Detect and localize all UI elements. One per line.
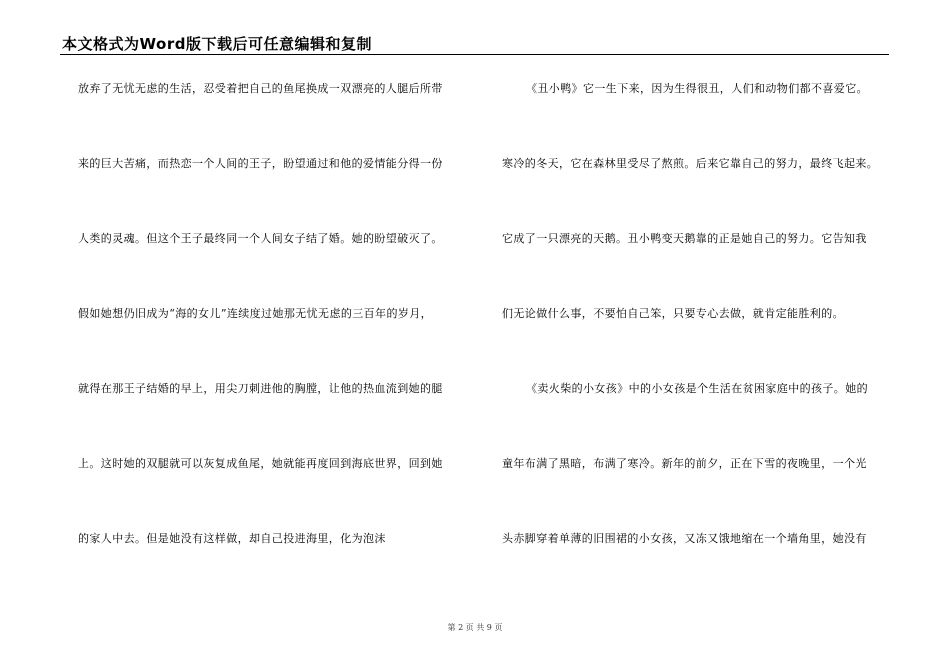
left-line-5: 就得在那王子结婚的早上，用尖刀刺进他的胸膛，让他的热血流到她的腿	[78, 382, 443, 395]
right-line-1: 《丑小鸭》它一生下来，因为生得很丑，人们和动物们都不喜爱它。	[526, 82, 868, 95]
right-line-6: 童年布满了黑暗，布满了寒冷。新年的前夕，正在下雪的夜晚里，一个光	[502, 457, 867, 470]
left-line-7: 的家人中去。但是她没有这样做，却自己投进海里，化为泡沫	[78, 532, 386, 545]
right-line-7: 头赤脚穿着单薄的旧围裙的小女孩，又冻又饿地缩在一个墙角里，她没有	[502, 532, 867, 545]
left-line-2: 来的巨大苦痛，而热恋一个人间的王子，盼望通过和他的爱情能分得一份	[78, 157, 443, 170]
right-line-4: 们无论做什么事，不要怕自己笨，只要专心去做，就肯定能胜利的。	[502, 307, 844, 320]
right-line-2: 寒冷的冬天，它在森林里受尽了熬煎。后来它靠自己的努力，最终飞起来。	[502, 157, 879, 170]
left-line-1: 放弃了无忧无虑的生活，忍受着把自己的鱼尾换成一双漂亮的人腿后所带	[78, 82, 443, 95]
header-divider	[60, 54, 889, 55]
page-number-footer: 第 2 页 共 9 页	[447, 623, 503, 632]
right-line-5: 《卖火柴的小女孩》中的小女孩是个生活在贫困家庭中的孩子。她的	[526, 382, 868, 395]
left-line-3: 人类的灵魂。但这个王子最终同一个人间女子结了婚。她的盼望破灭了。	[78, 232, 443, 245]
right-line-3: 它成了一只漂亮的天鹅。丑小鸭变天鹅靠的正是她自己的努力。它告知我	[502, 232, 867, 245]
document-header-title: 本文格式为Word版下载后可任意编辑和复制	[62, 35, 372, 53]
left-line-4: 假如她想仍旧成为“海的女儿”连续度过她那无忧无虑的三百年的岁月，	[78, 307, 433, 320]
left-line-6: 上。这时她的双腿就可以灰复成鱼尾，她就能再度回到海底世界，回到她	[78, 457, 443, 470]
